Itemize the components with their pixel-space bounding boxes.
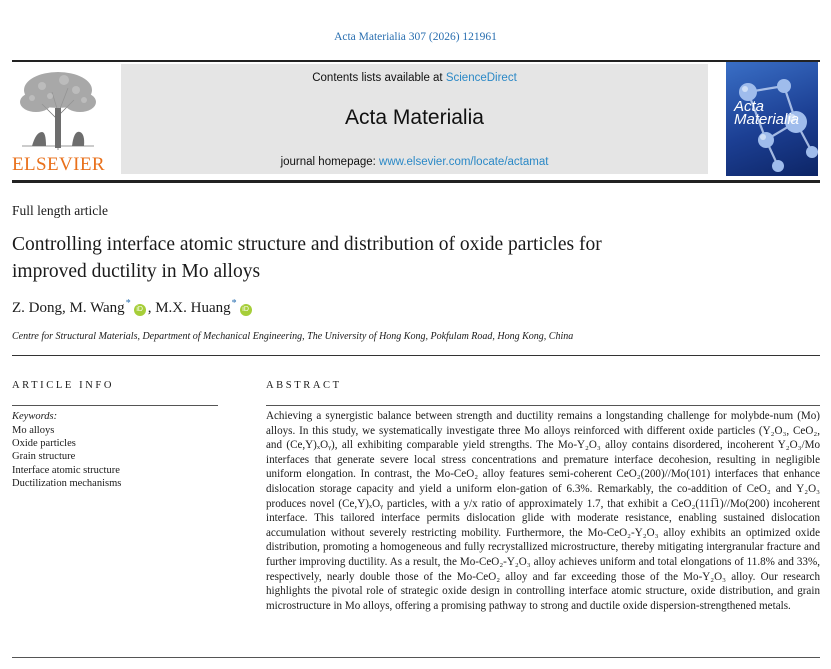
keywords-label: Keywords: bbox=[12, 411, 58, 422]
cover-title bbox=[734, 100, 799, 126]
keyword-item: Grain structure bbox=[12, 451, 76, 463]
homepage-line bbox=[121, 156, 708, 168]
tree-illustration-icon bbox=[12, 68, 104, 152]
section-divider bbox=[12, 355, 820, 356]
journal-title: Acta Materialia bbox=[345, 106, 484, 129]
abstract-divider bbox=[266, 405, 820, 406]
header-top-rule bbox=[12, 60, 820, 62]
author-name[interactable]: Z. Dong bbox=[12, 300, 62, 316]
article-info-divider bbox=[12, 405, 218, 406]
corresponding-author-mark[interactable]: * bbox=[125, 298, 131, 309]
author-separator: , bbox=[147, 300, 152, 316]
author-name[interactable]: M.X. Huang bbox=[155, 300, 231, 316]
contents-line bbox=[121, 72, 708, 84]
keyword-item: Mo alloys bbox=[12, 425, 55, 436]
journal-cover-image[interactable] bbox=[726, 62, 818, 176]
sciencedirect-link[interactable]: ScienceDirect bbox=[445, 72, 517, 84]
orcid-icon[interactable]: iD bbox=[134, 304, 146, 316]
author-name[interactable]: M. Wang bbox=[69, 300, 125, 316]
article-title bbox=[12, 231, 772, 285]
header-bottom-rule bbox=[12, 180, 820, 183]
article-title-line2: improved ductility in Mo alloys bbox=[12, 261, 261, 282]
cover-title-line2: Materialia bbox=[734, 111, 800, 128]
homepage-link[interactable]: www.elsevier.com/locate/actamat bbox=[379, 156, 549, 168]
footer-rule bbox=[12, 657, 820, 658]
keywords-list bbox=[12, 424, 121, 490]
cover-title-line1: Acta bbox=[734, 98, 765, 115]
keyword-item: Oxide particles bbox=[12, 438, 76, 450]
article-title-line1: Controlling interface atomic structure and distribution of oxide particles for bbox=[12, 234, 602, 255]
abstract-heading: ABSTRACT bbox=[266, 380, 342, 391]
elsevier-logo[interactable] bbox=[12, 68, 104, 176]
abstract-text: Achieving a synergistic balance between strength and ductility remains a longstanding challenge for molybde-num (Mo) alloys. In this study, we systematically investigate three Mo alloys reinforced with different oxide particles (Y₂O₃, CeO₂, and (Ce,Y)ₓOᵧ), all exhibiting comparable yield strengths. The Mo-Y₂O₃ alloy contains disordered, incoherent Y₂O₃/Mo interfaces that generate severe local stress concentrations and premature interface decohesion, resulting in negligible uniform elongation. In contrast, the Mo-CeO₂ alloy features semi-coherent CeO₂(200)//Mo(101) interfaces that enhance dislocation storage capacity and yield a uniform elon-gation of 6.3%. Remarkably, the co-addition of CeO₂ and Y₂O₃ produces novel (Ce,Y)ₓOᵧ particles, with a y/x ratio of approximately 1.7, that exhibit a CeO₂(111̅1)//Mo(200) incoherent interface. This tailored interface permits dislocation glide with moderate resistance, enabling sustained dislocation accumulation without severely restricting mobility. Furthermore, the Mo-CeO₂-Y₂O₃ alloy exhibits an optimized oxide distribution, promoting a homogeneous and fully recrystallized microstructure, thereby mitigating intergranular fracture and further improving ductility. As a result, the Mo-CeO₂-Y₂O₃ alloy achieves uniform and total elongations of 11.8% and 33%, respectively, nearly double those of the Mo-CeO₂ alloy and far exceeding those of the Mo-Y₂O₃ alloy. Our research highlights the pivotal role of strategic oxide design in controlling interface atomic structure, oxide distribution, and grain microstructure in Mo alloys, offering a promising pathway to strong and ductile oxide dispersion-strengthened metals. bbox=[266, 410, 820, 612]
keyword-item: Interface atomic structure bbox=[12, 464, 120, 476]
homepage-prefix: journal homepage: bbox=[280, 156, 380, 168]
orcid-icon[interactable]: iD bbox=[240, 304, 252, 316]
affiliation: Centre for Structural Materials, Department of Mechanical Engineering, The University of Hong Kong, Pokfulam Road, Hong Kong, China bbox=[12, 331, 574, 342]
publisher-name: ELSEVIER bbox=[12, 154, 105, 175]
keyword-item: Ductilization mechanisms bbox=[12, 477, 122, 489]
journal-masthead bbox=[121, 64, 708, 174]
article-type: Full length article bbox=[12, 203, 108, 218]
corresponding-author-mark[interactable]: * bbox=[231, 298, 237, 309]
author-separator: , bbox=[62, 300, 66, 316]
article-info-heading: ARTICLE INFO bbox=[12, 380, 115, 391]
journal-citation[interactable]: Acta Materialia 307 (2026) 121961 bbox=[334, 31, 497, 43]
contents-prefix: Contents lists available at bbox=[312, 72, 446, 84]
author-list bbox=[12, 298, 254, 317]
